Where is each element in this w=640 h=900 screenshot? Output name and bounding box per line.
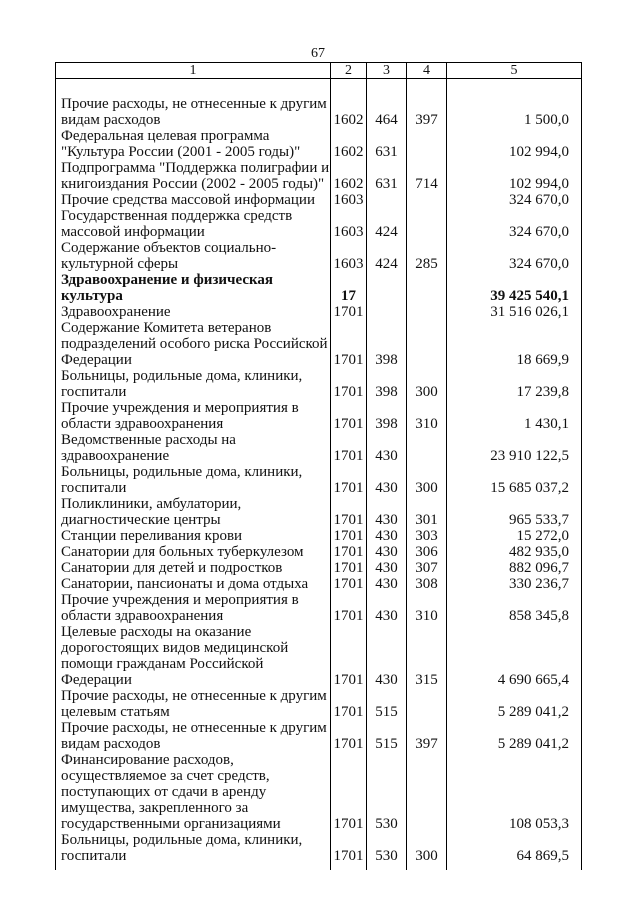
expense-type-cell: [406, 560, 446, 576]
table-row: [55, 752, 582, 832]
description-line: целевым статьям: [61, 704, 170, 720]
section-code-value: 1701: [333, 416, 364, 432]
description-line: Содержание объектов социально-: [61, 240, 277, 256]
amount-cell: [446, 624, 582, 688]
description-cell: [55, 160, 330, 192]
target-article-cell: [366, 464, 406, 496]
description-line: видам расходов: [61, 736, 161, 752]
amount-value: 5 289 041,2: [497, 736, 569, 752]
description-line: Прочие учреждения и мероприятия в: [61, 592, 299, 608]
amount-value: 4 690 665,4: [497, 672, 569, 688]
description-line: области здравоохранения: [61, 416, 224, 432]
description-line: Прочие расходы, не отнесенные к другим: [61, 96, 327, 112]
description-line: Станции переливания крови: [61, 528, 243, 544]
amount-value: 17 239,8: [516, 384, 569, 400]
section-code-cell: [330, 304, 366, 320]
expense-type-cell: [406, 368, 446, 400]
amount-cell: [446, 160, 582, 192]
description-line: Прочие средства массовой информации: [61, 192, 315, 208]
section-code-cell: [330, 624, 366, 688]
description-cell: [55, 624, 330, 688]
table-row: [55, 592, 582, 624]
filler-cell: [330, 864, 366, 870]
amount-value: 965 533,7: [509, 512, 569, 528]
amount-value: 102 994,0: [509, 176, 569, 192]
target-article-cell: [366, 528, 406, 544]
section-code-value: 1701: [333, 816, 364, 832]
expense-type-value: 285: [415, 256, 438, 272]
description-cell: [55, 464, 330, 496]
target-article-cell: [366, 128, 406, 160]
amount-cell: [446, 688, 582, 720]
description-cell: [55, 240, 330, 272]
table-row: [55, 304, 582, 320]
description-line: Санатории для больных туберкулезом: [61, 544, 304, 560]
amount-value: 108 053,3: [509, 816, 569, 832]
amount-value: 64 869,5: [516, 848, 569, 864]
target-article-cell: [366, 432, 406, 464]
expense-type-cell: [406, 832, 446, 864]
section-code-value: 1602: [333, 144, 364, 160]
section-code-cell: [330, 720, 366, 752]
section-code-value: 1602: [333, 176, 364, 192]
description-cell: [55, 432, 330, 464]
description-cell: [55, 96, 330, 128]
section-code-cell: [330, 544, 366, 560]
section-code-cell: [330, 96, 366, 128]
target-article-cell: [366, 576, 406, 592]
description-line: Санатории, пансионаты и дома отдыха: [61, 576, 309, 592]
description-line: госпитали: [61, 480, 127, 496]
description-cell: [55, 528, 330, 544]
section-code-cell: [330, 576, 366, 592]
expense-type-cell: [406, 160, 446, 192]
expense-type-cell: [406, 464, 446, 496]
target-article-value: 430: [375, 560, 398, 576]
target-article-cell: [366, 192, 406, 208]
expense-type-cell: [406, 272, 446, 304]
description-line: здравоохранение: [61, 448, 170, 464]
section-code-value: 1701: [333, 608, 364, 624]
table-row: [55, 400, 582, 432]
section-code-cell: [330, 432, 366, 464]
table-body: [55, 96, 582, 864]
description-cell: [55, 688, 330, 720]
filler-cell: [366, 864, 406, 870]
description-line: госпитали: [61, 848, 127, 864]
table-row: [55, 496, 582, 528]
amount-cell: [446, 560, 582, 576]
target-article-value: 430: [375, 544, 398, 560]
amount-cell: [446, 752, 582, 832]
description-cell: [55, 128, 330, 160]
expense-type-value: 303: [415, 528, 438, 544]
description-line: Федеральная целевая программа: [61, 128, 270, 144]
section-code-value: 17: [341, 288, 356, 304]
description-line: Целевые расходы на оказание: [61, 624, 252, 640]
amount-value: 482 935,0: [509, 544, 569, 560]
column-header-3: 3: [366, 63, 406, 78]
description-line: культура: [61, 288, 123, 304]
target-article-value: 631: [375, 144, 398, 160]
amount-value: 15 685 037,2: [490, 480, 569, 496]
expense-type-value: 310: [415, 608, 438, 624]
expense-type-cell: [406, 544, 446, 560]
section-code-value: 1701: [333, 384, 364, 400]
table-row: [55, 832, 582, 864]
description-line: Ведомственные расходы на: [61, 432, 236, 448]
amount-value: 1 500,0: [524, 112, 569, 128]
amount-value: 324 670,0: [509, 224, 569, 240]
amount-value: 15 272,0: [516, 528, 569, 544]
table-row: [55, 432, 582, 464]
target-article-cell: [366, 544, 406, 560]
section-code-value: 1701: [333, 304, 364, 320]
target-article-cell: [366, 272, 406, 304]
expense-type-cell: [406, 592, 446, 624]
amount-value: 102 994,0: [509, 144, 569, 160]
amount-cell: [446, 304, 582, 320]
target-article-value: 430: [375, 672, 398, 688]
table-row: [55, 208, 582, 240]
description-line: области здравоохранения: [61, 608, 224, 624]
description-line: Больницы, родильные дома, клиники,: [61, 464, 303, 480]
expense-type-value: 300: [415, 848, 438, 864]
section-code-value: 1701: [333, 736, 364, 752]
description-cell: [55, 560, 330, 576]
amount-cell: [446, 368, 582, 400]
target-article-cell: [366, 160, 406, 192]
amount-value: 858 345,8: [509, 608, 569, 624]
table-row: [55, 688, 582, 720]
description-line: государственными организациями: [61, 816, 281, 832]
description-line: видам расходов: [61, 112, 161, 128]
description-cell: [55, 192, 330, 208]
spacer-cell: [330, 79, 366, 96]
description-line: книгоиздания России (2002 - 2005 годы)": [61, 176, 325, 192]
target-article-cell: [366, 320, 406, 368]
description-line: Здравоохранение и физическая: [61, 272, 274, 288]
amount-cell: [446, 240, 582, 272]
description-cell: [55, 304, 330, 320]
description-cell: [55, 832, 330, 864]
expense-type-cell: [406, 96, 446, 128]
section-code-cell: [330, 240, 366, 272]
target-article-value: 430: [375, 512, 398, 528]
description-cell: [55, 208, 330, 240]
expense-type-cell: [406, 496, 446, 528]
table-row: [55, 624, 582, 688]
target-article-cell: [366, 752, 406, 832]
description-line: Больницы, родильные дома, клиники,: [61, 832, 303, 848]
target-article-value: 515: [375, 736, 398, 752]
expense-type-cell: [406, 432, 446, 464]
table-row: [55, 560, 582, 576]
amount-cell: [446, 576, 582, 592]
description-line: поступающих от сдачи в аренду: [61, 784, 267, 800]
expense-type-cell: [406, 128, 446, 160]
section-code-cell: [330, 128, 366, 160]
expense-type-value: 397: [415, 112, 438, 128]
expense-type-value: 301: [415, 512, 438, 528]
description-cell: [55, 592, 330, 624]
expense-type-cell: [406, 304, 446, 320]
amount-value: 324 670,0: [509, 256, 569, 272]
target-article-value: 430: [375, 576, 398, 592]
description-line: Подпрограмма "Поддержка полиграфии и: [61, 160, 330, 176]
amount-value: 882 096,7: [509, 560, 569, 576]
amount-cell: [446, 720, 582, 752]
description-line: Прочие расходы, не отнесенные к другим: [61, 688, 327, 704]
section-code-cell: [330, 688, 366, 720]
expense-type-cell: [406, 400, 446, 432]
description-line: Содержание Комитета ветеранов: [61, 320, 272, 336]
target-article-value: 398: [375, 384, 398, 400]
table-row: [55, 576, 582, 592]
target-article-cell: [366, 304, 406, 320]
spacer-cell: [366, 79, 406, 96]
amount-cell: [446, 432, 582, 464]
section-code-cell: [330, 560, 366, 576]
section-code-cell: [330, 496, 366, 528]
target-article-cell: [366, 208, 406, 240]
filler-cell: [446, 864, 582, 870]
target-article-value: 515: [375, 704, 398, 720]
expense-type-value: 307: [415, 560, 438, 576]
column-header-1: 1: [55, 63, 330, 78]
expense-type-value: 714: [415, 176, 438, 192]
description-line: культурной сферы: [61, 256, 179, 272]
section-code-cell: [330, 192, 366, 208]
section-code-value: 1701: [333, 704, 364, 720]
section-code-value: 1701: [333, 528, 364, 544]
description-cell: [55, 272, 330, 304]
column-header-4: 4: [406, 63, 446, 78]
expense-type-value: 300: [415, 384, 438, 400]
target-article-cell: [366, 688, 406, 720]
section-code-value: 1701: [333, 848, 364, 864]
target-article-value: 430: [375, 448, 398, 464]
section-code-cell: [330, 464, 366, 496]
description-line: Больницы, родильные дома, клиники,: [61, 368, 303, 384]
table-row: [55, 368, 582, 400]
description-line: подразделений особого риска Российской: [61, 336, 328, 352]
amount-cell: [446, 272, 582, 304]
description-line: массовой информации: [61, 224, 205, 240]
expense-type-cell: [406, 576, 446, 592]
expense-type-value: 315: [415, 672, 438, 688]
target-article-value: 430: [375, 608, 398, 624]
section-code-cell: [330, 832, 366, 864]
section-code-cell: [330, 528, 366, 544]
table-row: [55, 528, 582, 544]
target-article-cell: [366, 832, 406, 864]
description-cell: [55, 752, 330, 832]
table-row: [55, 720, 582, 752]
expense-type-cell: [406, 624, 446, 688]
description-cell: [55, 320, 330, 368]
section-code-cell: [330, 208, 366, 240]
expense-type-value: 306: [415, 544, 438, 560]
target-article-value: 530: [375, 816, 398, 832]
section-code-cell: [330, 160, 366, 192]
target-article-value: 398: [375, 416, 398, 432]
table-spacer-row: [55, 79, 582, 96]
amount-value: 18 669,9: [516, 352, 569, 368]
amount-cell: [446, 832, 582, 864]
expense-type-cell: [406, 688, 446, 720]
amount-cell: [446, 496, 582, 528]
amount-value: 1 430,1: [524, 416, 569, 432]
target-article-value: 424: [375, 256, 398, 272]
description-cell: [55, 720, 330, 752]
amount-value: 31 516 026,1: [490, 304, 569, 320]
expense-type-value: 300: [415, 480, 438, 496]
amount-value: 330 236,7: [509, 576, 569, 592]
description-line: дорогостоящих видов медицинской: [61, 640, 289, 656]
table-row: [55, 128, 582, 160]
section-code-value: 1603: [333, 256, 364, 272]
description-cell: [55, 368, 330, 400]
target-article-cell: [366, 496, 406, 528]
amount-cell: [446, 192, 582, 208]
table-continuation: [55, 864, 582, 870]
section-code-value: 1701: [333, 512, 364, 528]
section-code-value: 1701: [333, 448, 364, 464]
description-line: осуществляемое за счет средств,: [61, 768, 270, 784]
section-code-cell: [330, 400, 366, 432]
expense-type-value: 397: [415, 736, 438, 752]
amount-cell: [446, 208, 582, 240]
spacer-cell: [55, 79, 330, 96]
section-code-value: 1701: [333, 560, 364, 576]
target-article-cell: [366, 560, 406, 576]
description-cell: [55, 400, 330, 432]
amount-value: 23 910 122,5: [490, 448, 569, 464]
table-row: [55, 96, 582, 128]
section-code-value: 1701: [333, 672, 364, 688]
description-cell: [55, 496, 330, 528]
target-article-value: 398: [375, 352, 398, 368]
section-code-value: 1603: [333, 192, 364, 208]
spacer-cell: [446, 79, 582, 96]
target-article-cell: [366, 592, 406, 624]
description-line: "Культура России (2001 - 2005 годы)": [61, 144, 301, 160]
description-line: Здравоохранение: [61, 304, 171, 320]
section-code-value: 1603: [333, 224, 364, 240]
description-line: Государственная поддержка средств: [61, 208, 293, 224]
expense-type-cell: [406, 192, 446, 208]
filler-cell: [406, 864, 446, 870]
table-row: [55, 272, 582, 304]
table-row: [55, 320, 582, 368]
column-header-5: 5: [446, 63, 582, 78]
section-code-cell: [330, 752, 366, 832]
amount-cell: [446, 128, 582, 160]
section-code-value: 1602: [333, 112, 364, 128]
expense-type-value: 310: [415, 416, 438, 432]
expense-type-cell: [406, 240, 446, 272]
target-article-cell: [366, 400, 406, 432]
target-article-value: 530: [375, 848, 398, 864]
expense-type-value: 308: [415, 576, 438, 592]
expense-type-cell: [406, 528, 446, 544]
filler-cell: [55, 864, 330, 870]
amount-cell: [446, 528, 582, 544]
section-code-cell: [330, 320, 366, 368]
table-row: [55, 192, 582, 208]
description-line: имущества, закрепленного за: [61, 800, 249, 816]
section-code-cell: [330, 368, 366, 400]
expense-type-cell: [406, 208, 446, 240]
target-article-cell: [366, 720, 406, 752]
expense-type-cell: [406, 752, 446, 832]
table-header-row: [55, 62, 582, 79]
amount-cell: [446, 400, 582, 432]
description-line: Федерации: [61, 672, 132, 688]
section-code-cell: [330, 592, 366, 624]
target-article-value: 631: [375, 176, 398, 192]
target-article-cell: [366, 96, 406, 128]
column-header-2: 2: [330, 63, 366, 78]
amount-cell: [446, 320, 582, 368]
target-article-value: 464: [375, 112, 398, 128]
amount-cell: [446, 592, 582, 624]
description-line: Прочие учреждения и мероприятия в: [61, 400, 299, 416]
amount-cell: [446, 544, 582, 560]
description-line: госпитали: [61, 384, 127, 400]
description-cell: [55, 576, 330, 592]
page-number: 67: [311, 46, 325, 61]
budget-table: [55, 62, 582, 870]
description-line: Федерации: [61, 352, 132, 368]
amount-value: 39 425 540,1: [490, 288, 569, 304]
amount-cell: [446, 464, 582, 496]
target-article-cell: [366, 240, 406, 272]
description-line: Прочие расходы, не отнесенные к другим: [61, 720, 327, 736]
description-line: Поликлиники, амбулатории,: [61, 496, 242, 512]
table-row: [55, 464, 582, 496]
section-code-value: 1701: [333, 544, 364, 560]
description-line: Финансирование расходов,: [61, 752, 234, 768]
description-line: Санатории для детей и подростков: [61, 560, 283, 576]
section-code-value: 1701: [333, 576, 364, 592]
target-article-cell: [366, 368, 406, 400]
table-row: [55, 240, 582, 272]
table-row: [55, 160, 582, 192]
description-line: диагностические центры: [61, 512, 221, 528]
amount-value: 5 289 041,2: [497, 704, 569, 720]
amount-cell: [446, 96, 582, 128]
target-article-value: 430: [375, 480, 398, 496]
description-line: помощи гражданам Российской: [61, 656, 264, 672]
section-code-cell: [330, 272, 366, 304]
target-article-value: 424: [375, 224, 398, 240]
expense-type-cell: [406, 720, 446, 752]
target-article-value: 430: [375, 528, 398, 544]
amount-value: 324 670,0: [509, 192, 569, 208]
table-row: [55, 544, 582, 560]
target-article-cell: [366, 624, 406, 688]
section-code-value: 1701: [333, 480, 364, 496]
description-cell: [55, 544, 330, 560]
expense-type-cell: [406, 320, 446, 368]
section-code-value: 1701: [333, 352, 364, 368]
spacer-cell: [406, 79, 446, 96]
